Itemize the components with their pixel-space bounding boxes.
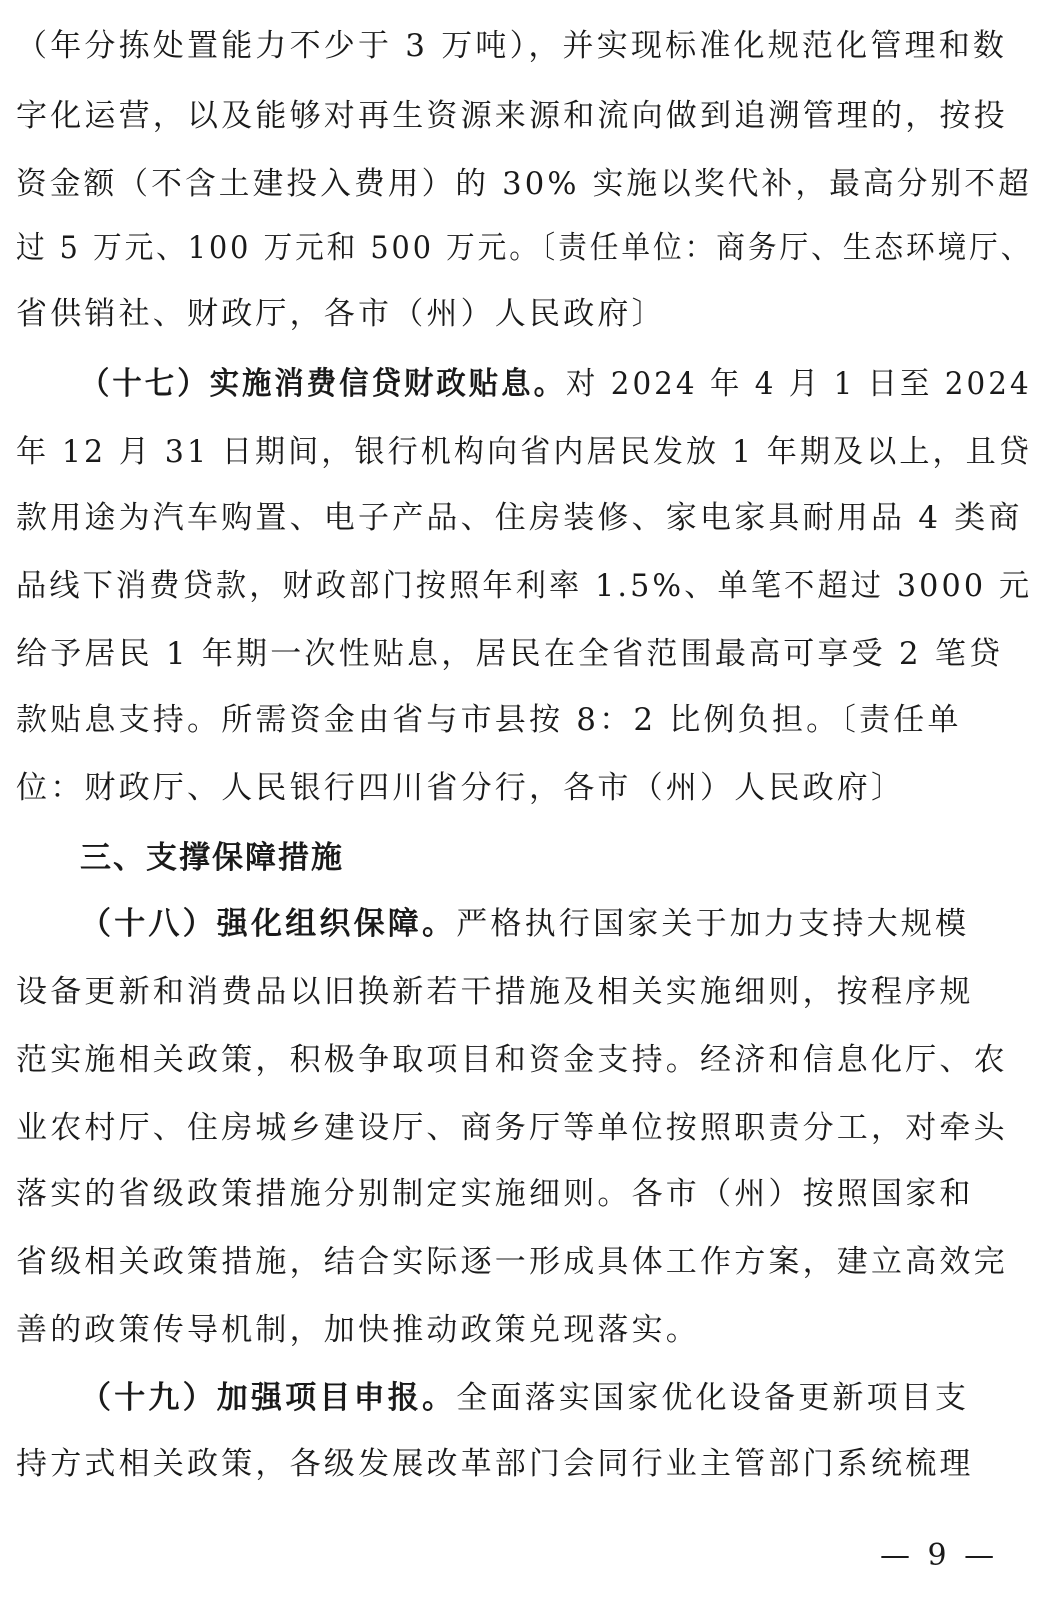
item-19-title: （十九）加强项目申报。 bbox=[80, 1380, 457, 1416]
item-18-text: 严格执行国家关于加力支持大规模 bbox=[456, 906, 970, 942]
item-18-title: （十八）强化组织保障。 bbox=[80, 906, 457, 942]
text-line: 品线下消费贷款，财政部门按照年利率 1.5%、单笔不超过 3000 元 bbox=[16, 568, 1033, 604]
text-line: 字化运营，以及能够对再生资源来源和流向做到追溯管理的，按投 bbox=[16, 98, 1008, 134]
item-19-text: 全面落实国家优化设备更新项目支 bbox=[456, 1380, 970, 1416]
item-17-title: （十七）实施消费信贷财政贴息。 bbox=[80, 366, 566, 402]
section-heading: 三、支撑保障措施 bbox=[80, 840, 344, 876]
item-17-text: 对 2024 年 4 月 1 日至 2024 bbox=[565, 366, 1032, 402]
text-line: 款用途为汽车购置、电子产品、住房装修、家电家具耐用品 4 类商 bbox=[16, 500, 1023, 536]
item-17-first-line bbox=[80, 364, 1032, 404]
text-line: （年分拣处置能力不少于 3 万吨），并实现标准化规范化管理和数 bbox=[16, 28, 1008, 64]
text-line: 省供销社、财政厅，各市（州）人民政府〕 bbox=[16, 296, 666, 332]
text-line: 善的政策传导机制，加快推动政策兑现落实。 bbox=[16, 1312, 700, 1348]
text-line: 落实的省级政策措施分别制定实施细则。各市（州）按照国家和 bbox=[16, 1176, 974, 1212]
text-line: 给予居民 1 年期一次性贴息，居民在全省范围最高可享受 2 笔贷 bbox=[16, 636, 1004, 672]
text-line: 资金额（不含土建投入费用）的 30% 实施以奖代补，最高分别不超 bbox=[16, 166, 1032, 202]
text-line: 设备更新和消费品以旧换新若干措施及相关实施细则，按程序规 bbox=[16, 974, 974, 1010]
page-number: — 9 — bbox=[880, 1538, 999, 1573]
text-line: 持方式相关政策，各级发展改革部门会同行业主管部门系统梳理 bbox=[16, 1446, 974, 1482]
text-line: 位：财政厅、人民银行四川省分行，各市（州）人民政府〕 bbox=[16, 770, 906, 806]
text-line: 范实施相关政策，积极争取项目和资金支持。经济和信息化厅、农 bbox=[16, 1042, 1008, 1078]
item-19-first-line bbox=[80, 1378, 1032, 1418]
text-line: 年 12 月 31 日期间，银行机构向省内居民发放 1 年期及以上，且贷 bbox=[16, 434, 1032, 470]
text-line: 过 5 万元、100 万元和 500 万元。〔责任单位：商务厅、生态环境厅、 bbox=[16, 230, 1033, 266]
text-line: 业农村厅、住房城乡建设厅、商务厅等单位按照职责分工，对牵头 bbox=[16, 1110, 1008, 1146]
text-line: 款贴息支持。所需资金由省与市县按 8：2 比例负担。〔责任单 bbox=[16, 702, 962, 738]
text-line: 省级相关政策措施，结合实际逐一形成具体工作方案，建立高效完 bbox=[16, 1244, 1008, 1280]
item-18-first-line bbox=[80, 904, 1032, 944]
